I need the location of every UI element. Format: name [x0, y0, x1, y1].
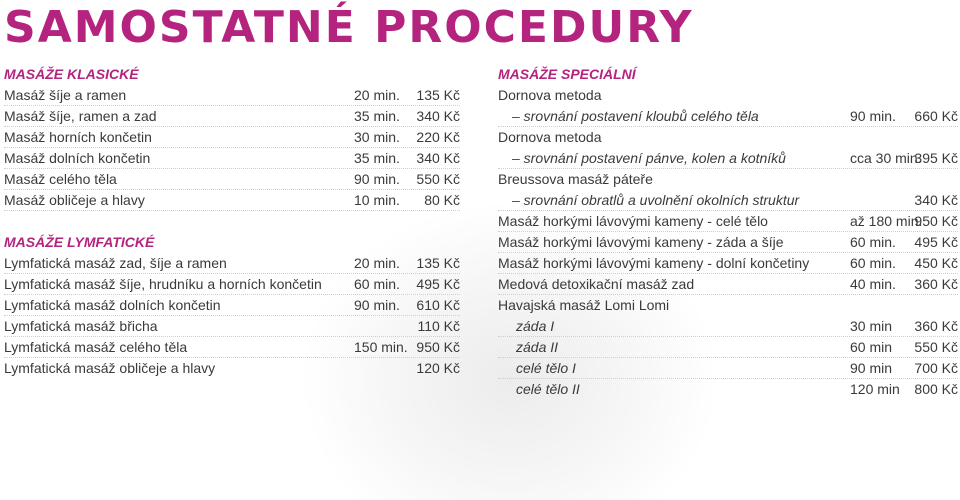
row-price: 340 Kč: [416, 150, 460, 166]
row-price: 360 Kč: [914, 318, 958, 334]
section-heading-klasicke: MASÁŽE KLASICKÉ: [4, 66, 139, 82]
row-duration: 90 min: [850, 360, 893, 376]
row-name: Masáž horkými lávovými kameny - celé tělo: [498, 213, 768, 229]
row-name: Breussova masáž páteře: [498, 171, 653, 187]
row-name: Masáž horkými lávovými kameny - záda a šíje: [498, 234, 784, 250]
price-row: [4, 295, 460, 316]
row-duration: cca 30 min.: [850, 150, 922, 166]
row-duration: 20 min.: [354, 255, 400, 271]
row-price: 220 Kč: [416, 129, 460, 145]
row-duration: 120 min: [850, 381, 900, 397]
row-name: celé tělo I: [516, 360, 576, 376]
row-price: 340 Kč: [914, 192, 958, 208]
row-duration: 60 min: [850, 339, 893, 355]
price-row: [498, 379, 958, 400]
row-duration: až 180 min.: [850, 213, 923, 229]
price-row: [4, 253, 460, 274]
price-row: [498, 85, 958, 106]
row-price: 800 Kč: [914, 381, 958, 397]
row-price: 550 Kč: [416, 171, 460, 187]
row-name: záda I: [516, 318, 555, 334]
row-price: 135 Kč: [416, 255, 460, 271]
row-price: 395 Kč: [914, 150, 958, 166]
row-price: 450 Kč: [914, 255, 958, 271]
left-column: [4, 64, 460, 379]
row-name: Dornova metoda: [498, 129, 602, 145]
row-name: – srovnání obratlů a uvolnění okolních struktur: [512, 192, 800, 208]
price-row: [498, 127, 958, 148]
row-name: – srovnání postavení kloubů celého těla: [512, 108, 759, 124]
row-name: Lymfatická masáž dolních končetin: [4, 297, 221, 313]
price-row: [4, 148, 460, 169]
row-duration: 60 min.: [850, 234, 896, 250]
row-duration: 35 min.: [354, 108, 400, 124]
row-price: 660 Kč: [914, 108, 958, 124]
price-row: [4, 337, 460, 358]
price-row: [498, 169, 958, 190]
row-duration: 30 min: [850, 318, 893, 334]
row-name: záda II: [516, 339, 559, 355]
price-row: [4, 316, 460, 337]
price-row: [498, 148, 958, 169]
row-price: 495 Kč: [914, 234, 958, 250]
row-price: 340 Kč: [416, 108, 460, 124]
price-row: [498, 295, 958, 316]
row-price: 135 Kč: [416, 87, 460, 103]
row-name: Lymfatická masáž zad, šíje a ramen: [4, 255, 227, 271]
row-duration: 40 min.: [850, 276, 896, 292]
price-row: [4, 190, 460, 211]
row-name: celé tělo II: [516, 381, 580, 397]
row-name: Lymfatická masáž břicha: [4, 318, 158, 334]
row-price: 80 Kč: [424, 192, 460, 208]
price-row: [498, 211, 958, 232]
row-duration: 20 min.: [354, 87, 400, 103]
row-price: 950 Kč: [914, 213, 958, 229]
price-row: [4, 358, 460, 379]
price-row: [4, 106, 460, 127]
row-name: Masáž celého těla: [4, 171, 117, 187]
row-price: 950 Kč: [416, 339, 460, 355]
price-row: [4, 85, 460, 106]
row-name: Masáž šíje, ramen a zad: [4, 108, 157, 124]
price-row: [498, 253, 958, 274]
row-name: Masáž horkými lávovými kameny - dolní končetiny: [498, 255, 810, 271]
price-row: [498, 358, 958, 379]
price-row: [498, 337, 958, 358]
price-row: [498, 106, 958, 127]
row-name: Medová detoxikační masáž zad: [498, 276, 695, 292]
price-row: [498, 316, 958, 337]
section-heading-specialni: MASÁŽE SPECIÁLNÍ: [498, 66, 636, 82]
row-price: 700 Kč: [914, 360, 958, 376]
row-name: Masáž horních končetin: [4, 129, 152, 145]
price-row: [498, 190, 958, 211]
row-price: 360 Kč: [914, 276, 958, 292]
row-duration: 150 min.: [354, 339, 408, 355]
price-row: [4, 169, 460, 190]
row-name: Lymfatická masáž šíje, hrudníku a horních končetin: [4, 276, 322, 292]
right-column: [498, 64, 958, 400]
row-duration: 90 min.: [354, 297, 400, 313]
row-price: 610 Kč: [416, 297, 460, 313]
row-name: Dornova metoda: [498, 87, 602, 103]
row-price: 110 Kč: [417, 318, 460, 334]
row-price: 495 Kč: [416, 276, 460, 292]
section-heading-lymfaticke: MASÁŽE LYMFATICKÉ: [4, 234, 155, 250]
row-price: 120 Kč: [416, 360, 460, 376]
price-row: [498, 274, 958, 295]
page-title: SAMOSTATNÉ PROCEDURY: [4, 2, 694, 53]
row-name: Masáž dolních končetin: [4, 150, 151, 166]
price-row: [498, 232, 958, 253]
row-name: Havajská masáž Lomi Lomi: [498, 297, 670, 313]
row-name: Masáž obličeje a hlavy: [4, 192, 145, 208]
row-name: Masáž šíje a ramen: [4, 87, 127, 103]
row-duration: 90 min.: [354, 171, 400, 187]
row-name: Lymfatická masáž celého těla: [4, 339, 188, 355]
row-duration: 35 min.: [354, 150, 400, 166]
section-gap: [4, 211, 460, 232]
row-price: 550 Kč: [914, 339, 958, 355]
row-duration: 60 min.: [354, 276, 400, 292]
row-duration: 90 min.: [850, 108, 896, 124]
row-duration: 10 min.: [354, 192, 400, 208]
price-row: [4, 127, 460, 148]
price-row: [4, 274, 460, 295]
row-name: Lymfatická masáž obličeje a hlavy: [4, 360, 216, 376]
row-duration: 30 min.: [354, 129, 400, 145]
row-duration: 60 min.: [850, 255, 896, 271]
row-name: – srovnání postavení pánve, kolen a kotníků: [512, 150, 786, 166]
